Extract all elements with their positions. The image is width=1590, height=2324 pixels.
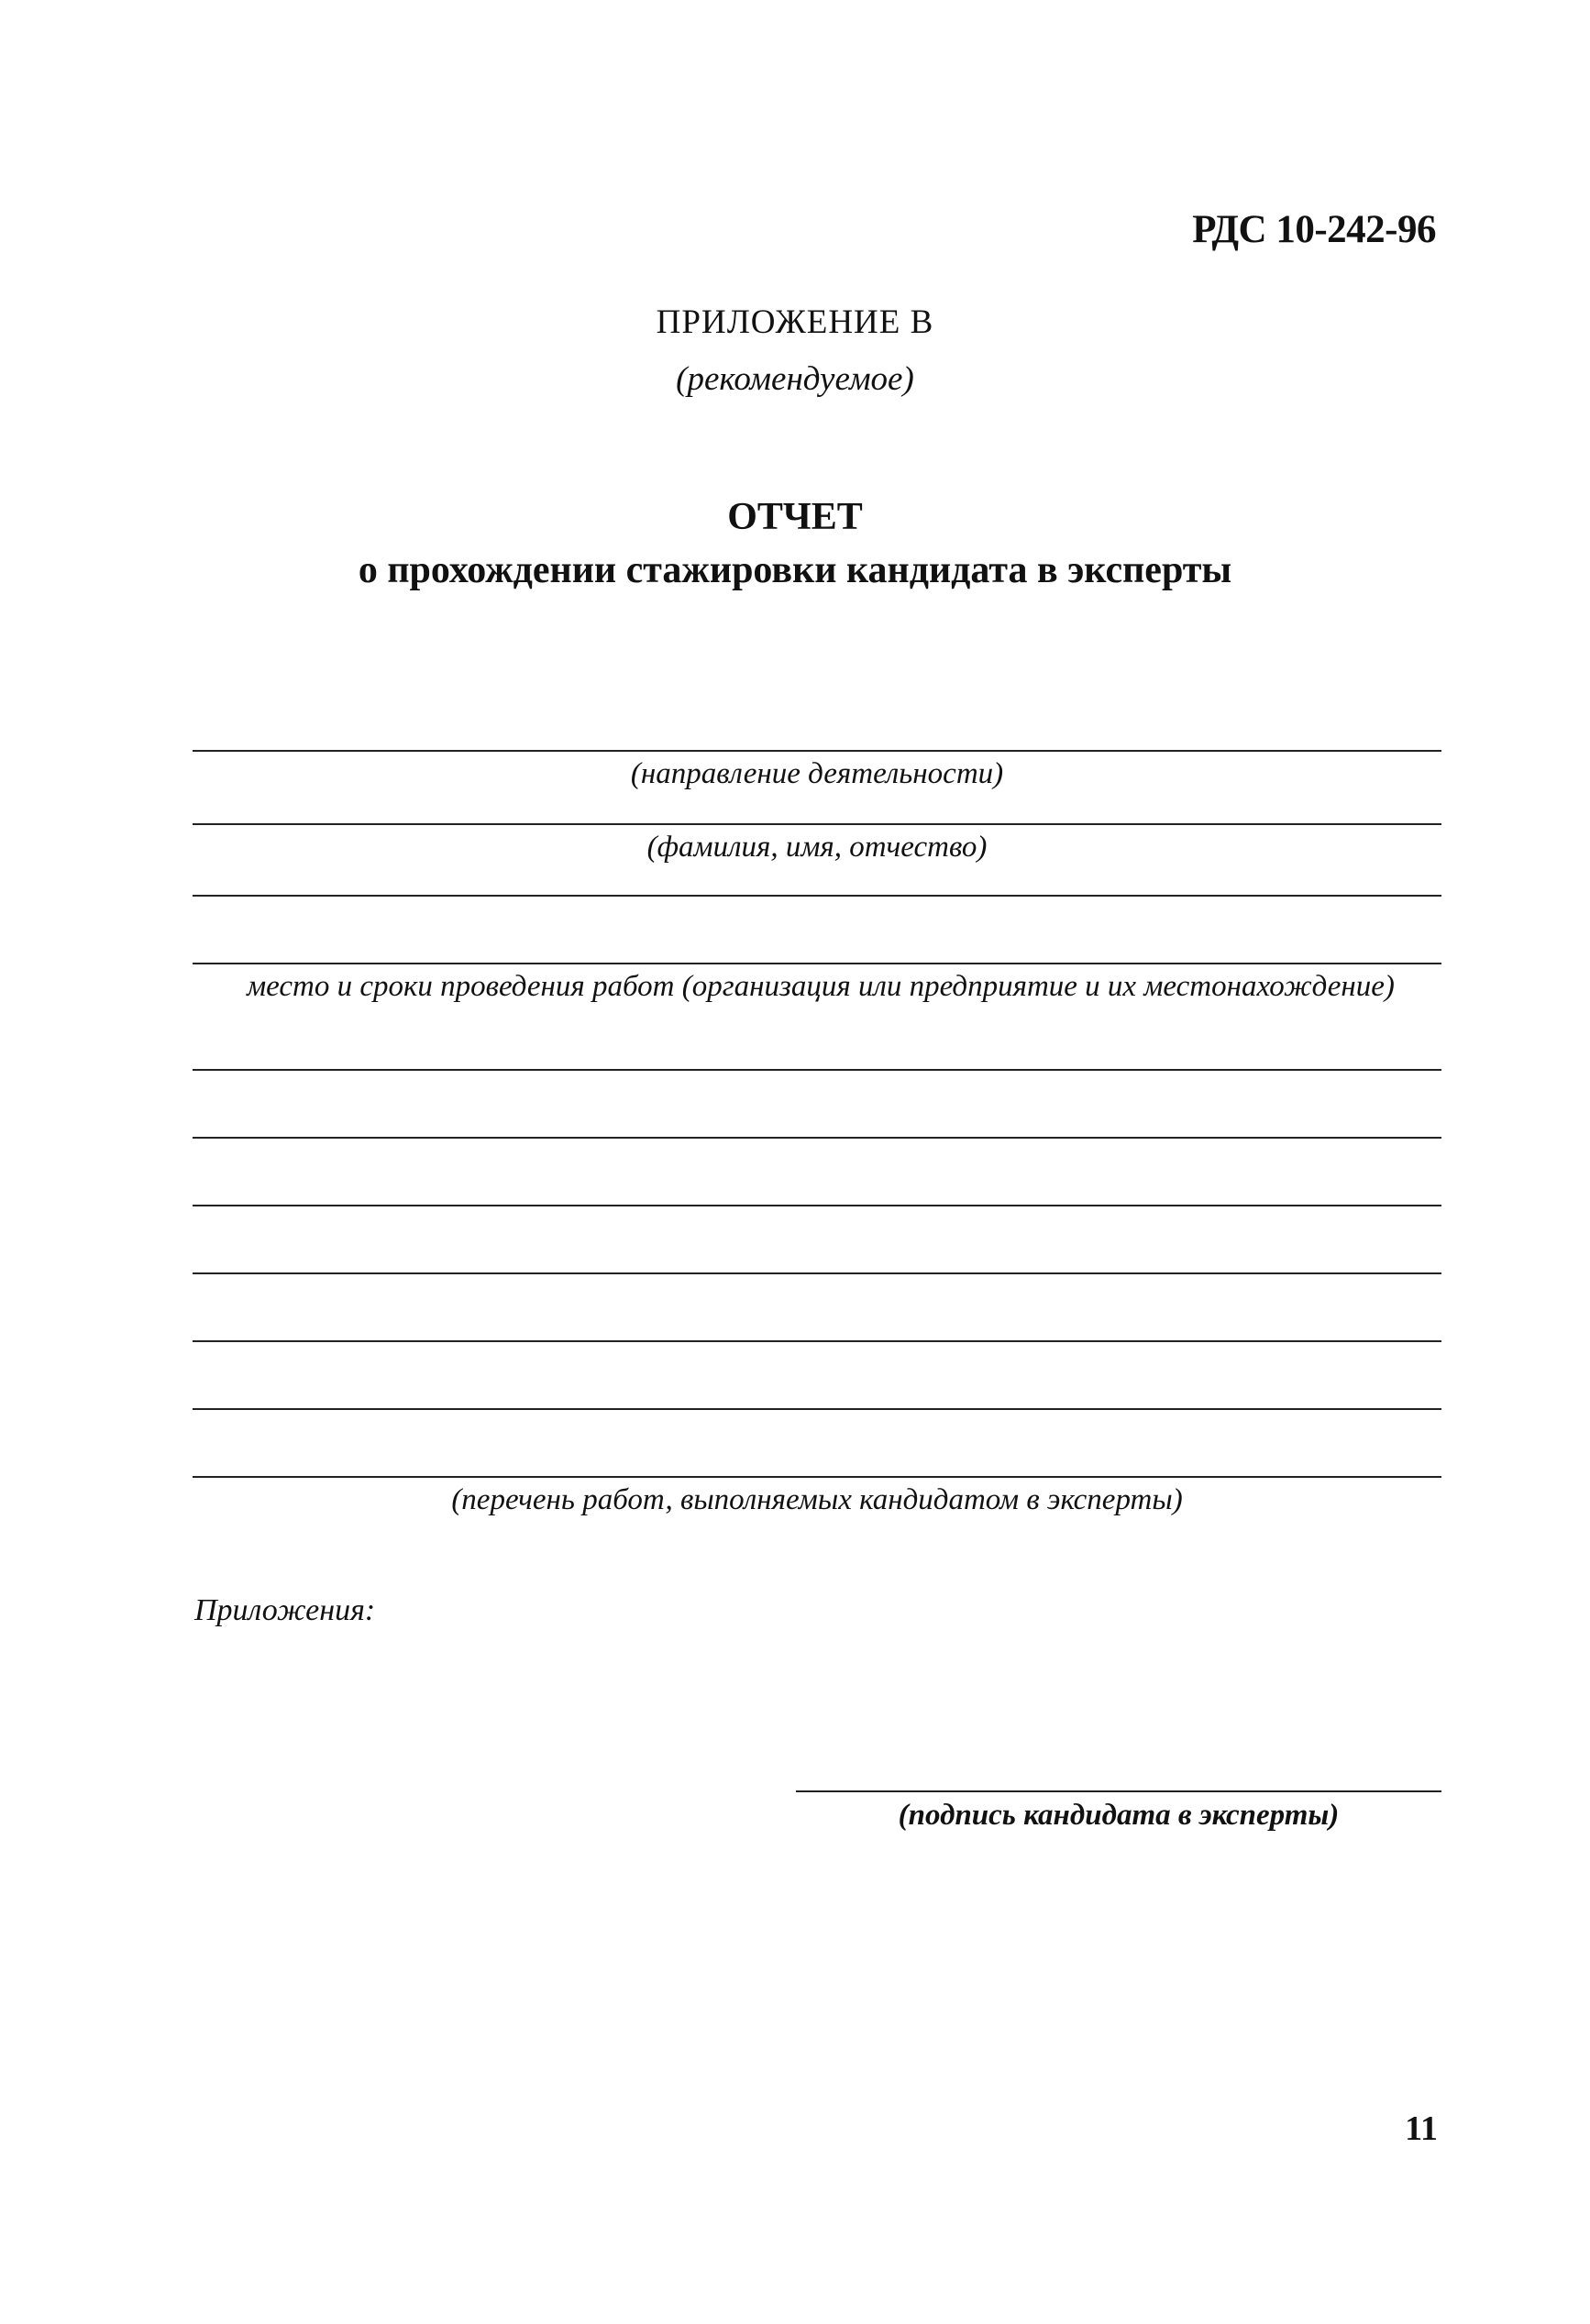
works-line-7[interactable]: [193, 1476, 1441, 1478]
report-title: ОТЧЕТ: [727, 496, 863, 538]
works-line-3[interactable]: [193, 1205, 1441, 1206]
works-line-2[interactable]: [193, 1137, 1441, 1139]
name-line[interactable]: [193, 823, 1441, 825]
place-caption: место и сроки проведения работ (организация или предприятие и их местонахождение): [247, 970, 1395, 1003]
works-line-6[interactable]: [193, 1408, 1441, 1410]
place-line-2[interactable]: [193, 963, 1441, 964]
place-line-1[interactable]: [193, 895, 1441, 897]
works-line-5[interactable]: [193, 1340, 1441, 1342]
works-caption: (перечень работ, выполняемых кандидатом в эксперты): [451, 1483, 1183, 1516]
attachments-label: Приложения:: [194, 1593, 376, 1627]
name-caption: (фамилия, имя, отчество): [646, 831, 988, 864]
works-line-4[interactable]: [193, 1272, 1441, 1274]
appendix-title: ПРИЛОЖЕНИЕ В: [656, 303, 934, 341]
activity-line[interactable]: [193, 750, 1441, 752]
activity-caption: (направление деятельности): [630, 757, 1004, 790]
signature-caption: (подпись кандидата в эксперты): [898, 1799, 1340, 1832]
document-code: РДС 10-242-96: [1192, 208, 1436, 251]
report-subtitle: о прохождении стажировки кандидата в эксперты: [358, 549, 1232, 591]
appendix-status: (рекомендуемое): [676, 360, 914, 398]
signature-line[interactable]: [796, 1790, 1441, 1792]
page-number: 11: [1405, 2109, 1438, 2148]
works-line-1[interactable]: [193, 1069, 1441, 1071]
